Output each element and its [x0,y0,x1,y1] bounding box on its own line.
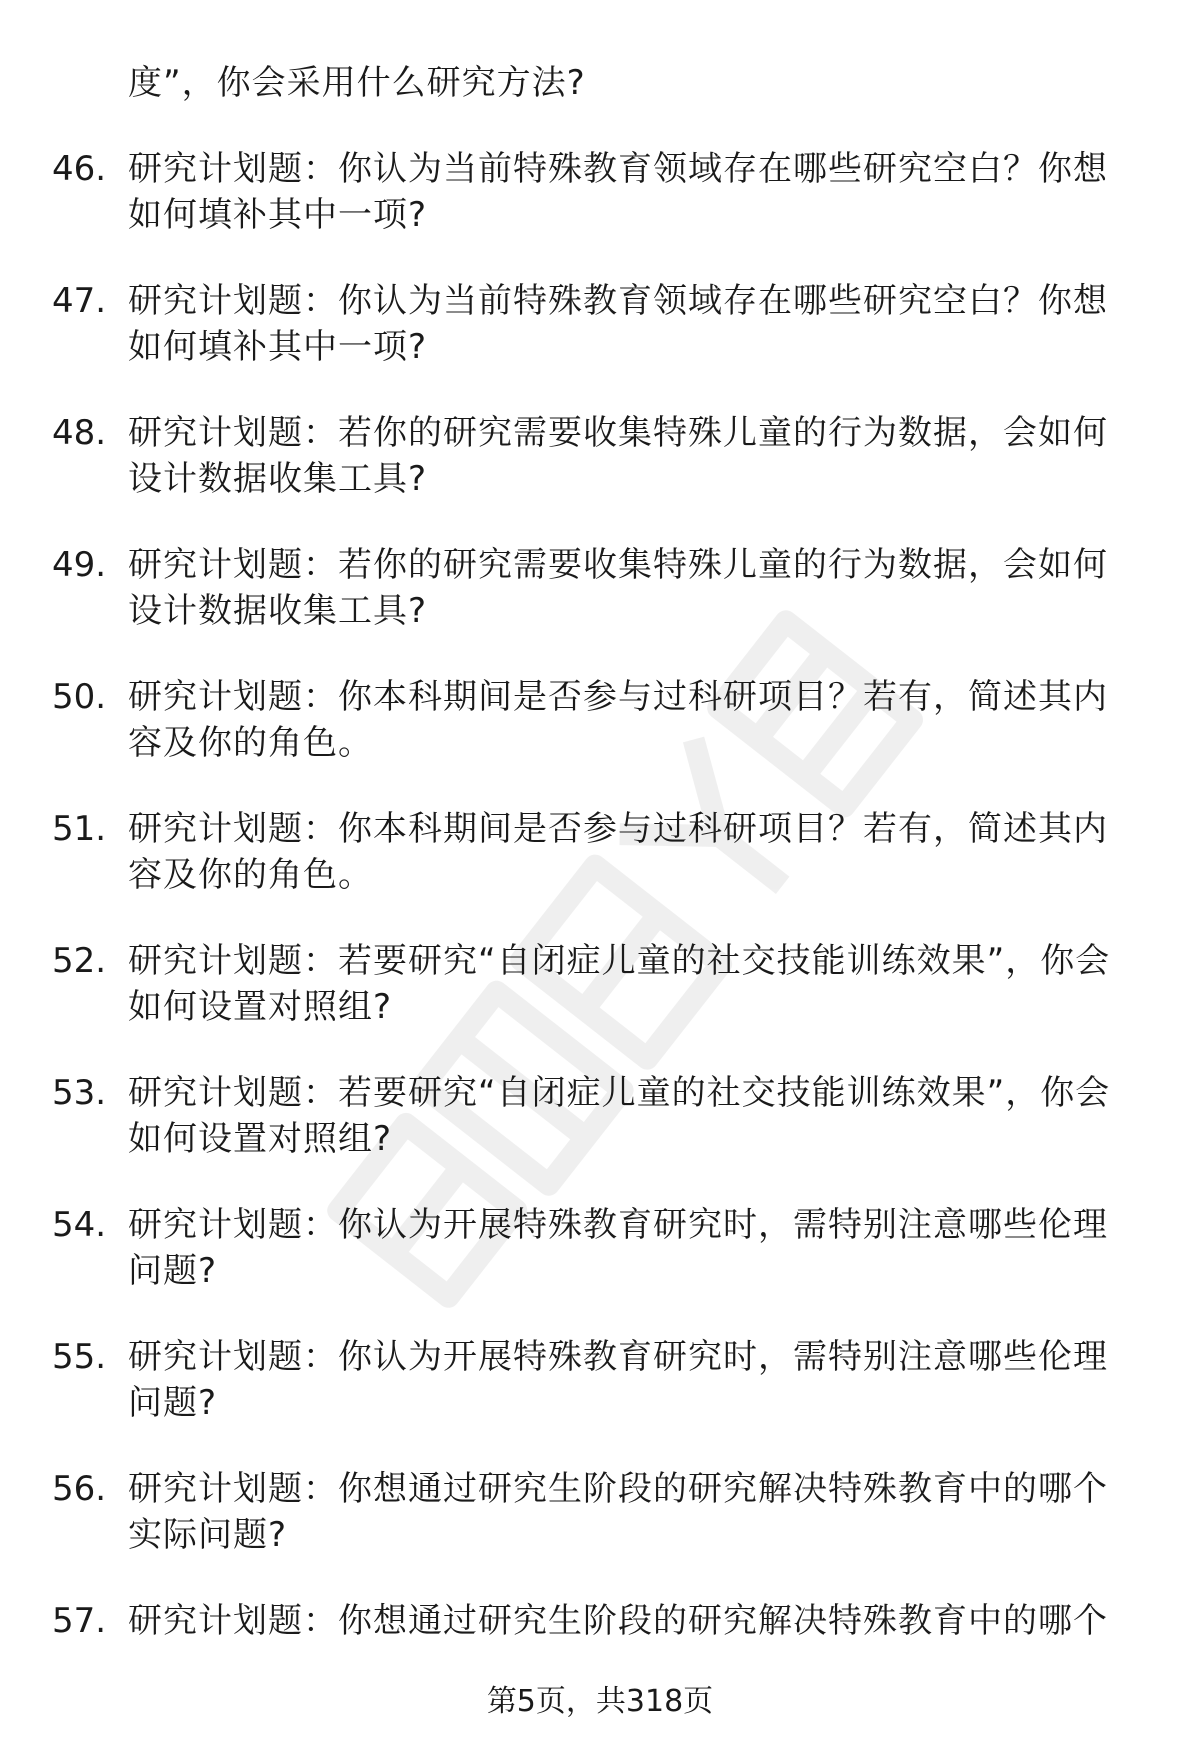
question-item-57 [0,1598,1200,1684]
question-text: 研究计划题：你认为开展特殊教育研究时，需特别注意哪些伦理问题? [128,1205,1108,1291]
question-number: 54. [52,1205,107,1245]
question-item-47 [0,278,1200,410]
question-item-56 [0,1466,1200,1598]
question-number: 55. [52,1337,107,1377]
question-number: 47. [52,281,107,321]
question-text: 研究计划题：你想通过研究生阶段的研究解决特殊教育中的哪个 [128,1601,1108,1641]
question-item-48 [0,410,1200,542]
question-item-55 [0,1334,1200,1466]
question-text: 研究计划题：你本科期间是否参与过科研项目？若有，简述其内容及你的角色。 [128,677,1108,763]
question-item-49 [0,542,1200,674]
question-text: 研究计划题：你认为开展特殊教育研究时，需特别注意哪些伦理问题? [128,1337,1108,1423]
question-text: 研究计划题：若要研究“自闭症儿童的社交技能训练效果”，你会如何设置对照组? [128,941,1111,1027]
question-text: 研究计划题：你认为当前特殊教育领域存在哪些研究空白？你想如何填补其中一项? [128,281,1108,367]
question-text: 研究计划题：你本科期间是否参与过科研项目？若有，简述其内容及你的角色。 [128,809,1108,895]
question-number: 51. [52,809,107,849]
question-number: 52. [52,941,107,981]
question-list [0,60,1200,1684]
question-text: 研究计划题：你想通过研究生阶段的研究解决特殊教育中的哪个实际问题? [128,1469,1108,1555]
continuation-text: 度”，你会采用什么研究方法? [128,63,586,103]
question-item-50 [0,674,1200,806]
continuation-line [0,60,1200,146]
question-number: 50. [52,677,107,717]
question-text: 研究计划题：若你的研究需要收集特殊儿童的行为数据，会如何设计数据收集工具? [128,545,1108,631]
question-text: 研究计划题：若你的研究需要收集特殊儿童的行为数据，会如何设计数据收集工具? [128,413,1108,499]
question-number: 56. [52,1469,107,1509]
question-item-46 [0,146,1200,278]
question-text: 研究计划题：你认为当前特殊教育领域存在哪些研究空白？你想如何填补其中一项? [128,149,1108,235]
page-footer: 第5页，共318页 [486,1684,714,1719]
question-item-52 [0,938,1200,1070]
question-number: 49. [52,545,107,585]
question-item-53 [0,1070,1200,1202]
question-text: 研究计划题：若要研究“自闭症儿童的社交技能训练效果”，你会如何设置对照组? [128,1073,1111,1159]
question-item-54 [0,1202,1200,1334]
question-number: 48. [52,413,107,453]
question-item-51 [0,806,1200,938]
question-number: 57. [52,1601,107,1641]
question-number: 46. [52,149,107,189]
question-number: 53. [52,1073,107,1113]
